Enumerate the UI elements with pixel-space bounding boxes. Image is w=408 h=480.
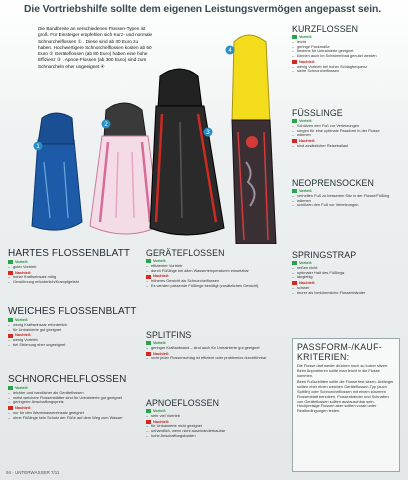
list-item: – schützen den Fuß vor Verletzungen (292, 203, 404, 208)
con-list (292, 286, 404, 296)
list-item: – verhelfen Fuß zu besserem Sitz in der Flosse/Füßling (292, 194, 404, 199)
pro-label: Vorteil: (292, 189, 404, 194)
con-list (8, 411, 138, 421)
criteria-paragraph-1: Die Flosse darf weder drücken noch zu locker sitzen. Beim Anprobieren sollte man leicht in die Flosse kommen. (297, 363, 389, 378)
badge-2 (102, 120, 111, 129)
criteria-title: PASSFORM-/KAUF-KRITERIEN: (297, 342, 382, 362)
con-label: Nachteil: (146, 352, 282, 357)
con-label: Nachteil: (146, 420, 282, 425)
pro-label: Vorteil: (146, 259, 282, 264)
pro-list (8, 391, 138, 405)
con-list (146, 424, 282, 438)
list-item: – geringerer Anschaffungspreis (8, 400, 138, 405)
list-item: – für Untrainierte nicht geeignet (146, 424, 282, 429)
page-footer: 94 · UNTERWASSER 7/11 (6, 470, 60, 475)
list-item: – schwer (292, 286, 404, 291)
con-label: Nachteil: (8, 271, 138, 276)
pro-label: Vorteil: (146, 341, 282, 346)
list-item: – unhandlich, wenn nicht auseinanderbaubar (146, 429, 282, 434)
list-item: – meist weichere Flossenblätter sind für Untrainierte gut geeignet (8, 396, 138, 401)
list-item: – sind zusätzlicher Reiseballast (292, 144, 404, 149)
list-item: – wenig Vortrieb (8, 338, 138, 343)
list-item: – leicht (292, 40, 404, 45)
pro-list (8, 265, 138, 270)
pro-label: Vorteil: (8, 260, 138, 265)
pro-list (292, 266, 404, 280)
section-title: NEOPRENSOCKEN (292, 178, 374, 188)
section-hartes-flossenblatt (8, 248, 138, 285)
page-headline: Die Vortriebshilfe sollte dem eigenen Leistungsvermögen angepasst sein. (24, 4, 382, 15)
list-item: – wenig Vortrieb bei hoher Schlagfrequenz (292, 65, 404, 70)
badge-3 (204, 128, 213, 137)
pink-fin (90, 103, 160, 234)
pro-list (146, 264, 282, 274)
pro-label: Vorteil: (8, 318, 138, 323)
section-geraeteflossen (146, 248, 282, 289)
section-title: KURZFLOSSEN (292, 24, 359, 34)
section-springstrap (292, 250, 404, 295)
apnoe-fin (232, 35, 276, 244)
list-item: – sorgen für eine optimale Passform in der Flosse (292, 129, 404, 134)
list-item: – Gewöhnung erforderlich/Krampfgefahr (8, 280, 138, 285)
list-item: – effizienter Vortrieb (146, 264, 282, 269)
section-schnorchelflossen (8, 374, 138, 420)
con-list (146, 279, 282, 289)
section-weiches-flossenblatt (8, 306, 138, 348)
list-item: – teurer als herkömmliche Flossenbänder (292, 291, 404, 296)
list-item: – geringer Kraftaufwand – sind auch für Untrainierte gut geeignet (146, 346, 282, 351)
con-label: Nachteil: (292, 139, 404, 144)
pro-label: Vorteil: (292, 35, 404, 40)
list-item: – für Untrainierte gut geeignet (8, 328, 138, 333)
list-item: – bei Strömung eher ungeeignet (8, 343, 138, 348)
list-item: – Es werden passende Füßlinge benötigt (zusätzliches Gewicht) (146, 284, 282, 289)
pro-list (146, 414, 282, 419)
pro-list (292, 40, 404, 59)
blue-short-fin (32, 113, 82, 230)
list-item: – hohe Anschaffungskosten (146, 434, 282, 439)
section-title: APNOEFLOSSEN (146, 398, 220, 408)
section-title: SPLITFINS (146, 330, 192, 340)
list-item: – geringe Packmaße (292, 45, 404, 50)
pro-label: Vorteil: (292, 119, 404, 124)
con-list (292, 144, 404, 149)
list-item: – ohne Füßlinge kein Schutz der Füße auf dem Weg zum Wasser (8, 416, 138, 421)
section-title: HARTES FLOSSENBLATT (8, 248, 131, 259)
con-list (8, 338, 138, 348)
list-item: – langlebig (292, 275, 404, 280)
passform-kriterien-box (292, 338, 400, 472)
list-item: – wenig Kraftseinsatz erforderlich (8, 323, 138, 328)
badge-1-label: 1 (36, 144, 40, 150)
con-label: Nachteil: (8, 333, 138, 338)
con-label: Nachteil: (292, 281, 404, 286)
section-title: WEICHES FLOSSENBLATT (8, 306, 137, 317)
section-splitfins (146, 330, 282, 361)
section-title: FÜSSLINGE (292, 108, 343, 118)
list-item: – leichter und handlicher als Geräteflossen (8, 391, 138, 396)
pro-label: Vorteil: (146, 409, 282, 414)
badge-3-label: 3 (206, 130, 210, 136)
list-item: – bestens für Untrainierte geeignet (292, 49, 404, 54)
badge-4 (226, 46, 235, 55)
list-item: – wärmen (292, 199, 404, 204)
section-title: SCHNORCHELFLOSSEN (8, 374, 127, 385)
pro-list (292, 124, 404, 138)
intro-text: Die Bandbreite an verschiedenen Flossen-Typen ist groß. Für Einsteiger empfehlen sich Kurz- und normale Schnorchelflossen ① . Diese sind ab 30 Euro zu haben. Hochwertigere Schnorchelflossen kosten ab 60 Euro ② Geräteflossen (ab 80 Euro) haben eine hohe Effizienz ③ . Apnoe-Flossen (ab 300 Euro) sind zum Schnorcheln eher ungeeignet ④ (38, 26, 153, 69)
pro-label: Vorteil: (292, 261, 404, 266)
pro-list (146, 346, 282, 351)
list-item: – können auch im Schwimmbad genutzt werden (292, 54, 404, 59)
black-red-fin (150, 69, 224, 235)
badge-1 (34, 142, 43, 151)
list-item: – wärmen (292, 133, 404, 138)
section-fuesslinge (292, 108, 404, 149)
badge-2-label: 2 (104, 122, 108, 128)
badge-4-label: 4 (228, 48, 232, 54)
list-item: – sehr viel Vortrieb (146, 414, 282, 419)
list-item: – optimaler Halt des Füßlings (292, 271, 404, 276)
section-title: GERÄTEFLOSSEN (146, 248, 225, 258)
pro-list (292, 194, 404, 208)
con-list (146, 356, 282, 361)
con-label: Nachteil: (146, 274, 282, 279)
pro-label: Vorteil: (8, 386, 138, 391)
list-item: – höheres Gewicht als Schnorchelflossen (146, 279, 282, 284)
list-item: – siehe Schnorchelflossen (292, 69, 404, 74)
section-kurzflossen (292, 24, 404, 74)
list-item: – nicht jeder Flossenschlag ist effizient oder problemlos durchführbar (146, 356, 282, 361)
list-item: – hoher Kraftseinsatz nötig (8, 275, 138, 280)
section-title: SPRINGSTRAP (292, 250, 357, 260)
list-item: – durch Füßlinge bei allen Wassertemperaturen einsetzbar (146, 269, 282, 274)
section-apnoeflossen (146, 398, 282, 439)
list-item: – guter Vortrieb (8, 265, 138, 270)
con-list (8, 275, 138, 285)
criteria-paragraph-2: Beim Fußschlitten sollte die Flosse fest sitzen. Anfänger sollten eher einen weichen Geräteflossen-Typ (auch Splitfin) oder Schnorchelflossen mit einem kürzeren Flossenblatt benutzen. Flossenbänder und Schnallen von Geräteflossen sollten austauschbar sein. Hochpreisige Flossen aber sollten vorab unter Realbedingungen testen. (297, 379, 394, 414)
list-item: – reißen nicht (292, 266, 404, 271)
pro-list (8, 323, 138, 333)
list-item: – Schützen den Fuß vor Verletzungen (292, 124, 404, 129)
con-list (292, 65, 404, 75)
section-neoprensocken (292, 178, 404, 208)
list-item: – nur für den Warmwassereinsatz geeignet (8, 411, 138, 416)
con-label: Nachteil: (8, 406, 138, 411)
con-label: Nachteil: (292, 60, 404, 65)
